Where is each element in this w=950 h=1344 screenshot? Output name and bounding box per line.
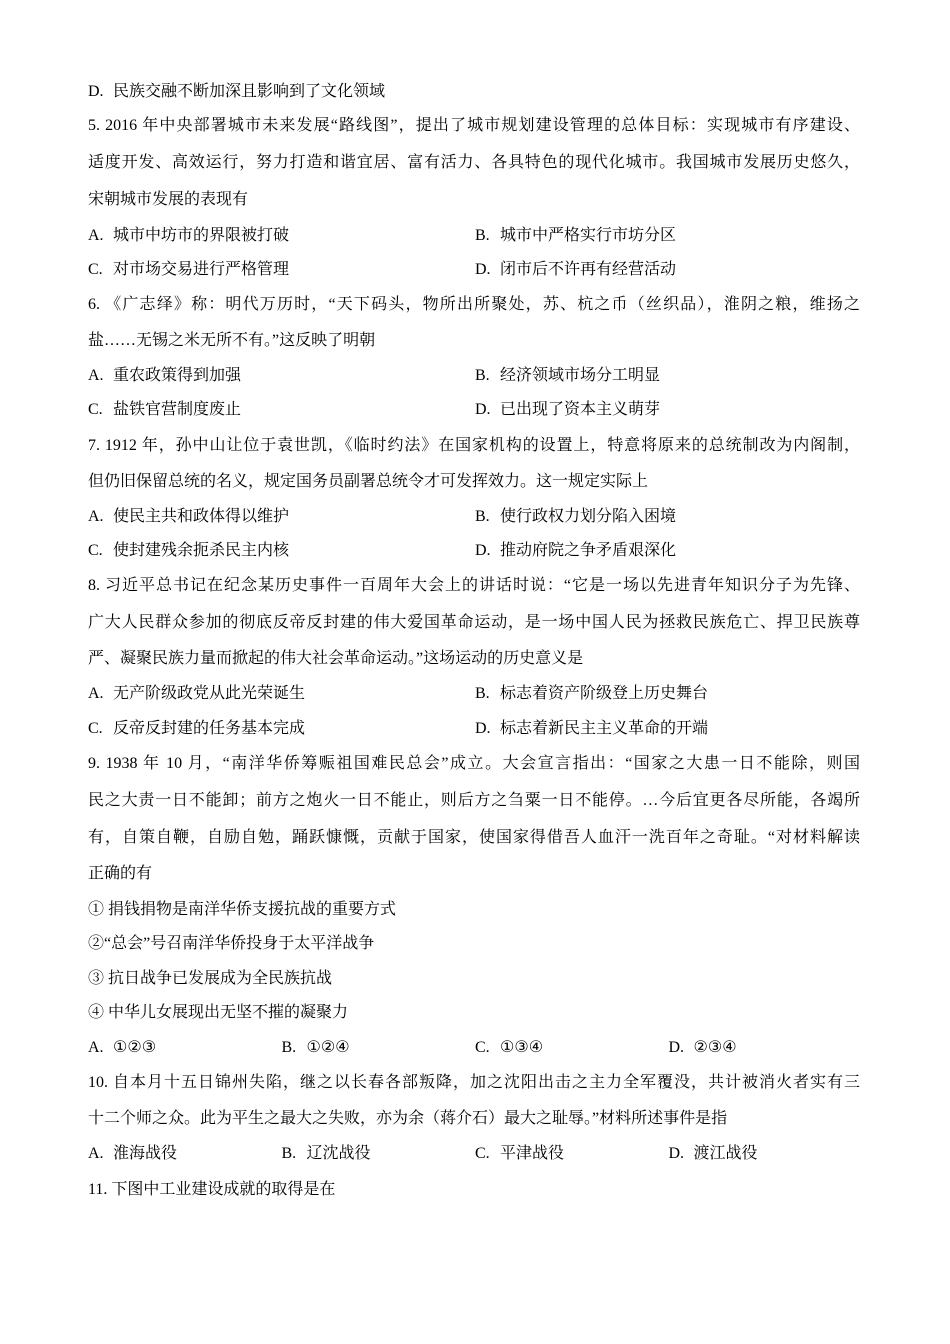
option-label: D. bbox=[475, 542, 491, 559]
option-text: 使民主共和政体得以维护 bbox=[113, 508, 290, 525]
option-text: 使封建残余扼杀民主内核 bbox=[113, 542, 290, 559]
q5-stem-line-2: 适度开发、高效运行，努力打造和谐宜居、富有活力、各具特色的现代化城市。我国城市发展历史悠久， bbox=[88, 154, 860, 171]
q9-stem-line-1 bbox=[88, 746, 860, 782]
option-a bbox=[88, 676, 475, 712]
q5-options-row-1 bbox=[88, 218, 862, 254]
option-d bbox=[475, 711, 862, 747]
option-label: C. bbox=[88, 261, 103, 278]
q10-stem-line-2: 十二个师之众。此为平生之最大之失败，亦为余（蒋介石）最大之耻辱。”材料所述事件是指 bbox=[88, 1110, 728, 1127]
option-label: A. bbox=[88, 508, 104, 525]
q7-stem-line-2: 但仍旧保留总统的名义，规定国务员副署总统令才可发挥效力。这一规定实际上 bbox=[88, 473, 649, 490]
option-label: A. bbox=[88, 685, 104, 702]
option-text: ②③④ bbox=[693, 1039, 737, 1056]
option-text: 对市场交易进行严格管理 bbox=[113, 261, 290, 278]
stem-text: 《广志绎》称：明代万历时，“天下码头，物所出所聚处，苏、杭之币（丝织品），淮阴之粮，维扬之 bbox=[105, 296, 861, 313]
option-d bbox=[475, 533, 862, 569]
q6-options-row-2 bbox=[88, 392, 862, 428]
option-c bbox=[88, 711, 475, 747]
q5-options-row-2 bbox=[88, 252, 862, 288]
option-text: ①②④ bbox=[306, 1039, 350, 1056]
option-label: C. bbox=[88, 542, 103, 559]
q9-stem-line-3: 有，自策自鞭，自励自勉，踊跃慷慨，贡献于国家，使国家得借吾人血汗一洗百年之奇耻。“对材料解读 bbox=[88, 829, 860, 846]
option-a bbox=[88, 499, 475, 535]
question-number: 10. bbox=[88, 1074, 108, 1091]
option-b bbox=[475, 358, 862, 394]
stem-text: 自本月十五日锦州失陷，继之以长春各部叛降，加之沈阳出击之主力全军覆没，共计被消火者实有三 bbox=[113, 1074, 860, 1091]
q6-options-row-1 bbox=[88, 358, 862, 394]
q9-stem-line-4: 正确的有 bbox=[88, 865, 153, 882]
option-label: B. bbox=[475, 367, 490, 384]
stem-text: 下图中工业建设成就的取得是在 bbox=[111, 1181, 336, 1198]
question-number: 11. bbox=[88, 1181, 108, 1198]
option-text: 渡江战役 bbox=[693, 1145, 758, 1162]
option-c bbox=[475, 1030, 669, 1066]
option-text: 重农政策得到加强 bbox=[113, 367, 242, 384]
q5-stem-line-3: 宋朝城市发展的表现有 bbox=[88, 191, 249, 208]
option-a bbox=[88, 1030, 282, 1066]
option-b bbox=[475, 676, 862, 712]
option-c bbox=[88, 252, 475, 288]
q8-stem-line-3: 严、凝聚民族力量而掀起的伟大社会革命运动。”这场运动的历史意义是 bbox=[88, 650, 584, 667]
option-label: B. bbox=[281, 1039, 297, 1056]
option-c bbox=[88, 392, 475, 428]
option-label: A. bbox=[88, 227, 104, 244]
question-number: 8. bbox=[88, 577, 100, 594]
question-number: 9. bbox=[88, 755, 100, 772]
q5-stem-line-1 bbox=[88, 108, 860, 144]
q7-options-row-2 bbox=[88, 533, 862, 569]
option-text: 城市中坊市的界限被打破 bbox=[113, 227, 290, 244]
question-number: 5. bbox=[88, 117, 100, 134]
option-text: 推动府院之争矛盾艰深化 bbox=[500, 542, 677, 559]
question-number: 6. bbox=[88, 296, 100, 313]
q9-statement-2: ②“总会”号召南洋华侨投身于太平洋战争 bbox=[88, 935, 375, 952]
option-label: C. bbox=[88, 720, 103, 737]
option-a bbox=[88, 358, 475, 394]
option-text: 闭市后不许再有经营活动 bbox=[500, 261, 677, 278]
option-a bbox=[88, 218, 475, 254]
option-a bbox=[88, 1136, 282, 1172]
option-label: C. bbox=[88, 401, 103, 418]
option-c bbox=[88, 533, 475, 569]
option-text: 使行政权力划分陷入困境 bbox=[500, 508, 677, 525]
option-label: D. bbox=[475, 720, 491, 737]
option-d bbox=[669, 1030, 863, 1066]
option-label: D. bbox=[668, 1039, 685, 1056]
option-text: 平津战役 bbox=[500, 1145, 565, 1162]
option-label: D. bbox=[475, 401, 491, 418]
q11-stem-line-1 bbox=[88, 1172, 335, 1208]
option-text: 反帝反封建的任务基本完成 bbox=[113, 720, 306, 737]
q6-stem-line-1 bbox=[88, 287, 860, 323]
option-label: C. bbox=[475, 1039, 490, 1056]
q10-options-row bbox=[88, 1136, 862, 1172]
option-label: D. bbox=[88, 83, 104, 100]
q7-options-row-1 bbox=[88, 499, 862, 535]
option-text: 淮海战役 bbox=[113, 1145, 178, 1162]
option-b bbox=[282, 1136, 476, 1172]
stem-text: 习近平总书记在纪念某历史事件一百周年大会上的讲话时说：“它是一场以先进青年知识分子为先锋、 bbox=[105, 577, 860, 594]
option-d bbox=[475, 392, 862, 428]
q9-stem-line-2: 民之大责一日不能卸；前方之炮火一日不能止，则后方之刍粟一日不能停。…今后宜更各尽所能，各竭所 bbox=[88, 792, 860, 809]
option-label: A. bbox=[88, 1039, 104, 1056]
option-text: 已出现了资本主义萌芽 bbox=[500, 401, 661, 418]
option-d bbox=[88, 74, 385, 110]
q8-options-row-1 bbox=[88, 676, 862, 712]
q7-stem-line-1 bbox=[88, 428, 860, 464]
option-label: B. bbox=[475, 508, 490, 525]
option-text: ①③④ bbox=[500, 1039, 544, 1056]
q9-statement-4: ④ 中华儿女展现出无坚不摧的凝聚力 bbox=[88, 1004, 349, 1021]
option-label: A. bbox=[88, 367, 104, 384]
option-text: 标志着新民主主义革命的开端 bbox=[500, 720, 709, 737]
option-label: B. bbox=[281, 1145, 297, 1162]
option-b bbox=[475, 218, 862, 254]
option-label: C. bbox=[475, 1145, 490, 1162]
q8-stem-line-2: 广大人民群众参加的彻底反帝反封建的伟大爱国革命运动，是一场中国人民为拯救民族危亡、捍卫民族尊 bbox=[88, 614, 860, 631]
option-d bbox=[669, 1136, 863, 1172]
option-text: 经济领域市场分工明显 bbox=[500, 367, 661, 384]
option-label: A. bbox=[88, 1145, 104, 1162]
question-number: 7. bbox=[88, 437, 100, 454]
option-text: ①②③ bbox=[113, 1039, 157, 1056]
q10-stem-line-1 bbox=[88, 1065, 860, 1101]
q9-statement-3: ③ 抗日战争已发展成为全民族抗战 bbox=[88, 970, 333, 987]
q8-stem-line-1 bbox=[88, 568, 860, 604]
option-label: B. bbox=[475, 685, 490, 702]
option-text: 盐铁官营制度废止 bbox=[113, 401, 242, 418]
stem-text: 1912 年，孙中山让位于袁世凯，《临时约法》在国家机构的设置上，特意将原来的总统制改为内阁制， bbox=[104, 437, 860, 454]
option-text: 城市中严格实行市坊分区 bbox=[500, 227, 677, 244]
option-text: 标志着资产阶级登上历史舞台 bbox=[500, 685, 709, 702]
option-label: B. bbox=[475, 227, 490, 244]
prev-option-d bbox=[88, 74, 385, 110]
option-text: 民族交融不断加深且影响到了文化领域 bbox=[113, 83, 386, 100]
q9-options-row bbox=[88, 1030, 862, 1066]
option-b bbox=[282, 1030, 476, 1066]
option-b bbox=[475, 499, 862, 535]
option-text: 无产阶级政党从此光荣诞生 bbox=[113, 685, 306, 702]
stem-text: 2016 年中央部署城市未来发展“路线图”，提出了城市规划建设管理的总体目标：实现城市有序建设、 bbox=[105, 117, 860, 134]
option-d bbox=[475, 252, 862, 288]
option-text: 辽沈战役 bbox=[306, 1145, 371, 1162]
option-c bbox=[475, 1136, 669, 1172]
q6-stem-line-2: 盐……无锡之米无所不有。”这反映了明朝 bbox=[88, 332, 376, 349]
stem-text: 1938 年 10 月，“南洋华侨筹赈祖国难民总会”成立。大会宣言指出：“国家之大患一日不能除，则国 bbox=[105, 755, 860, 772]
option-label: D. bbox=[668, 1145, 685, 1162]
option-label: D. bbox=[475, 261, 491, 278]
q8-options-row-2 bbox=[88, 711, 862, 747]
q9-statement-1: ① 捐钱捐物是南洋华侨支援抗战的重要方式 bbox=[88, 901, 397, 918]
